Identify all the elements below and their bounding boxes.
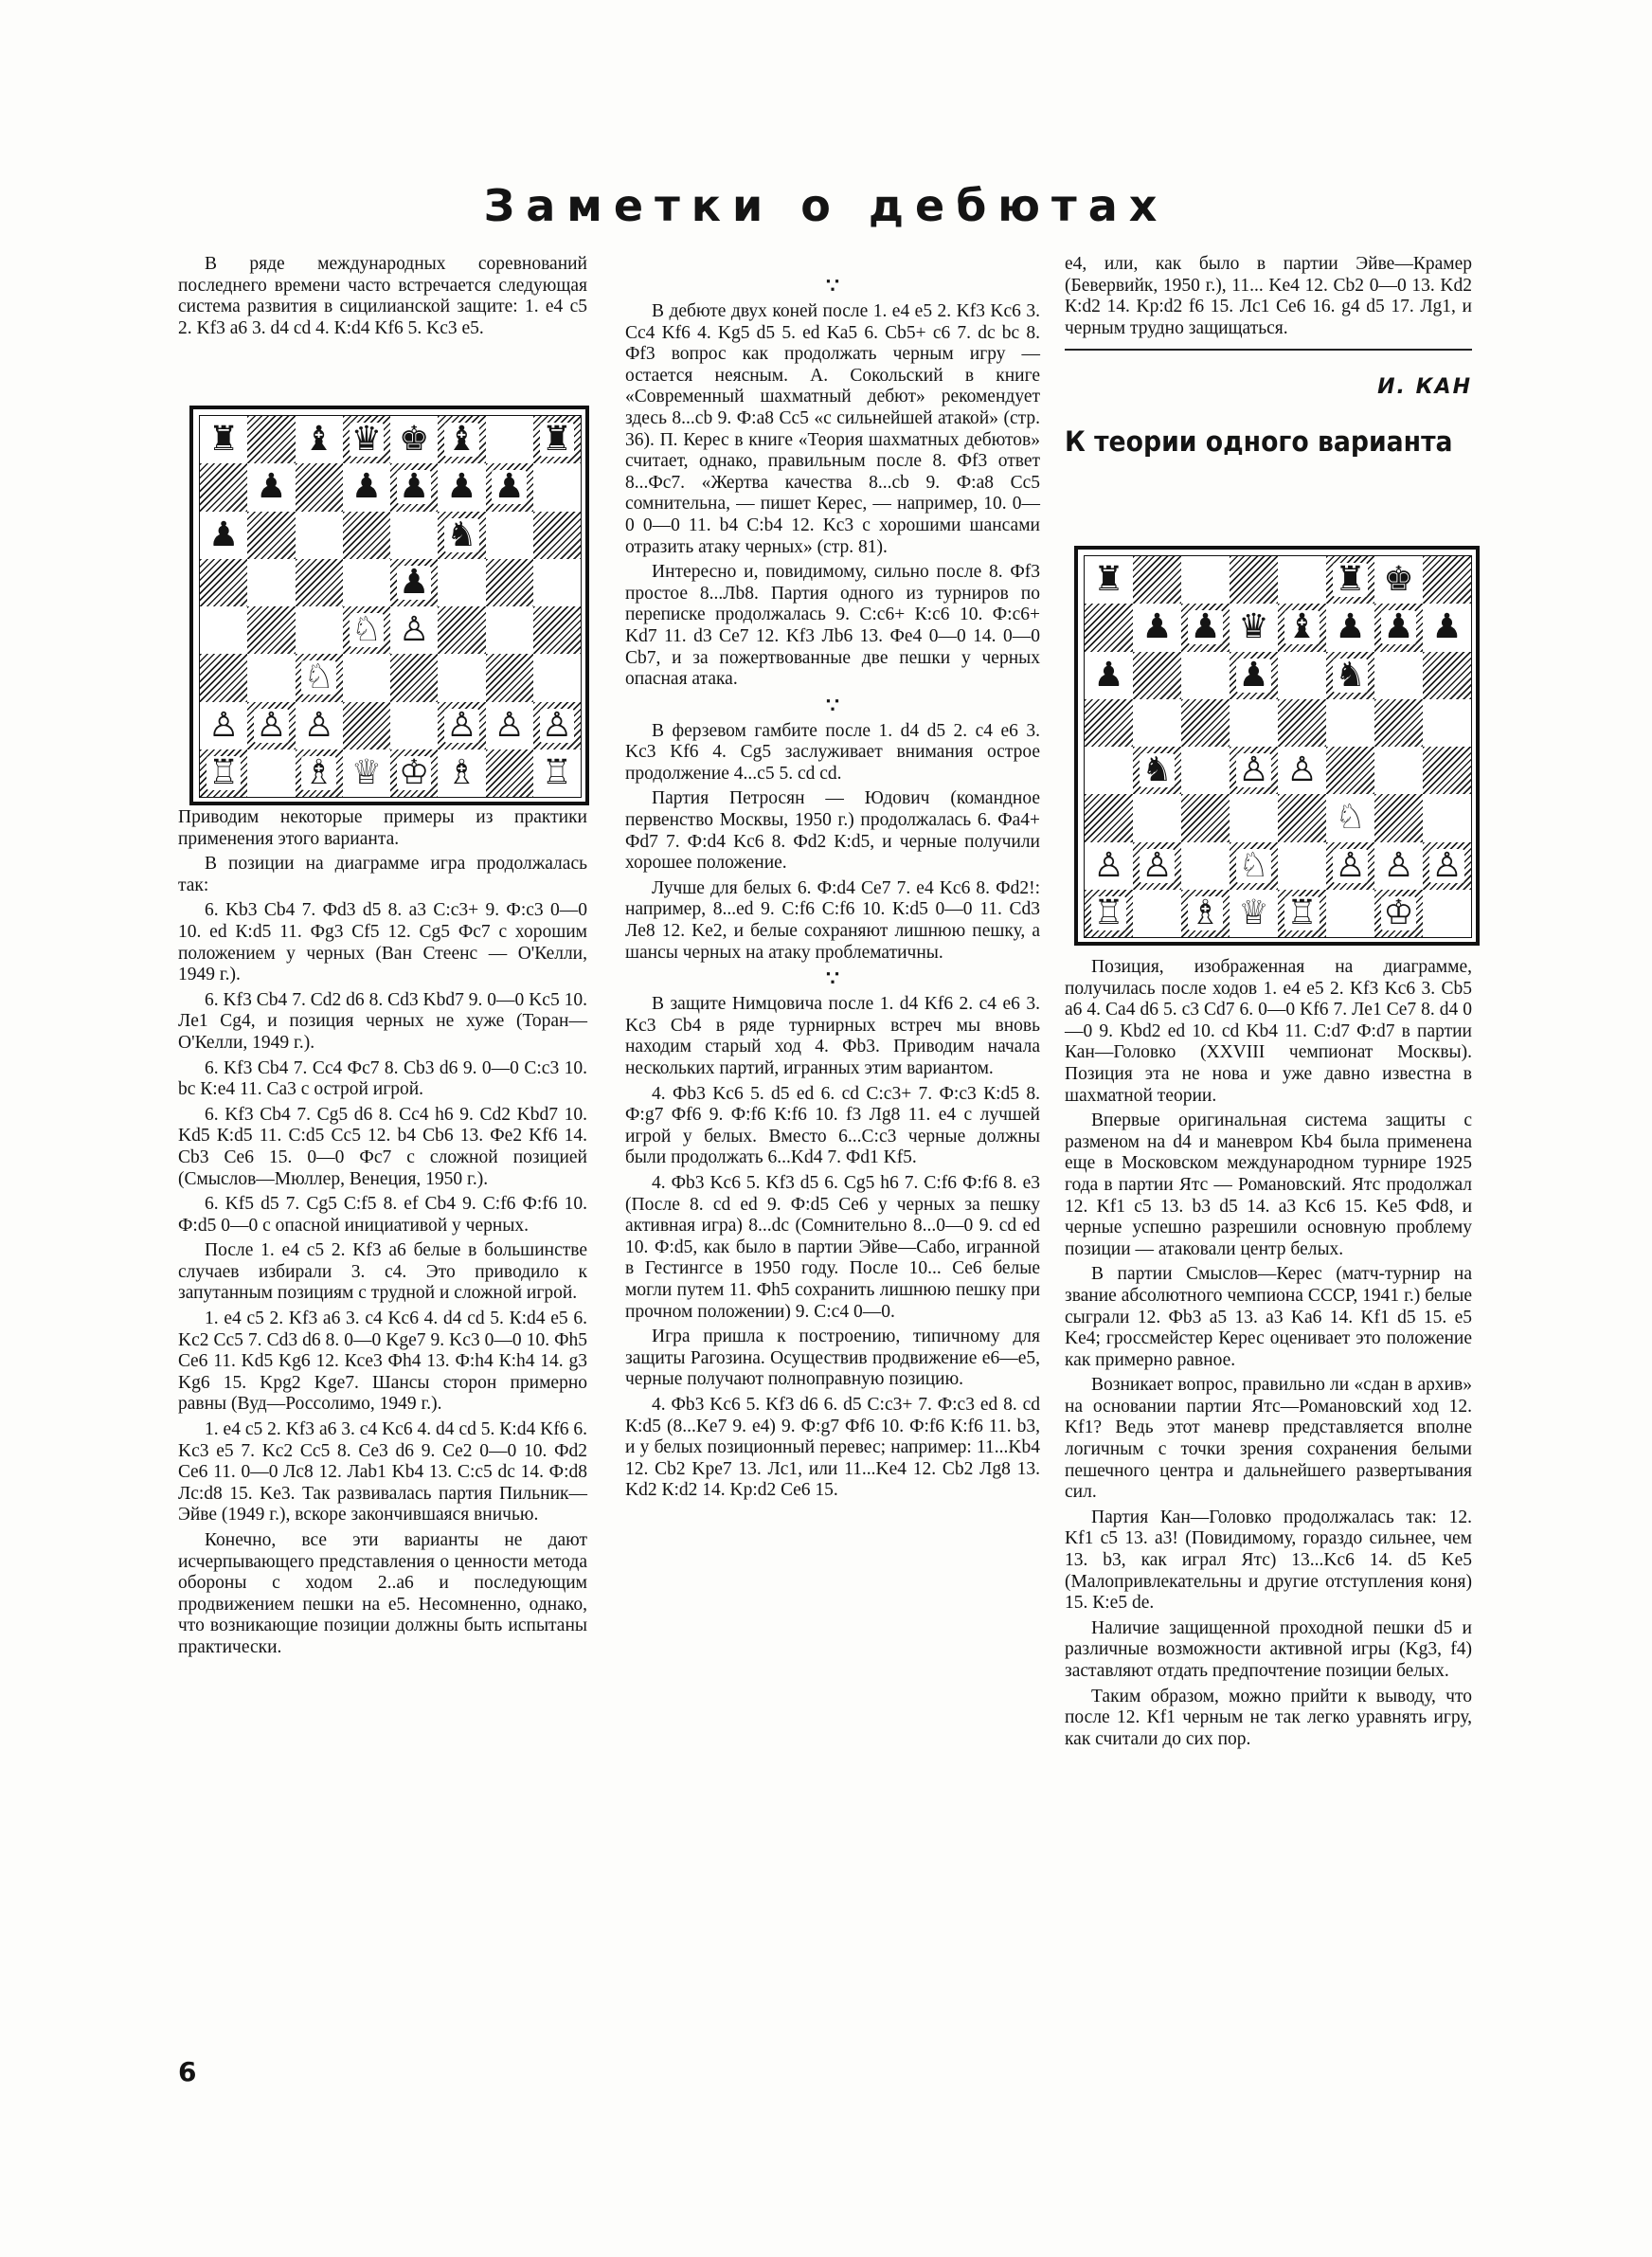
white-knight-icon: ♘ [1238,845,1269,885]
white-rook-icon: ♖ [541,752,573,792]
board-square [1133,747,1181,794]
board-square [1085,794,1133,841]
board-grid [199,415,582,798]
board-square [200,416,247,463]
board-square [1230,890,1278,937]
board-square [1423,747,1471,794]
board-square [343,654,390,701]
black-pawn-icon: ♟ [1190,607,1221,647]
paragraph: Наличие защищенной проходной пешки d5 и различные возможности активной игры (Kg3, f4) заставляют отдать предпочтение позиции белых. [1065,1617,1472,1681]
board-square [296,749,343,797]
black-knight-icon: ♞ [446,515,477,554]
board-square [486,512,533,559]
paragraph: 6. Kf3 Cb4 7. Cd2 d6 8. Cd3 Kbd7 9. 0—0 Kc5 10. Лe1 Cg4, и позиция черных не хуже (Торан—О'Келли, 1949 г.). [178,989,587,1053]
board-square [1423,699,1471,747]
white-pawn-icon: ♙ [1286,750,1318,790]
column-3-top [1065,254,1472,458]
intro-paragraph: В ряде международных соревнований последнего времени часто встречается следующая система развития в сицилианской защите: 1. e4 c5 2. Kf3 a6 3. d4 cd 4. К:d4 Kf6 5. Kc3 e5. [178,254,587,338]
paragraph: Таким образом, можно прийти к выводу, что после 12. Kf1 черным не так легко уравнять игру, как считали до сих пор. [1065,1686,1472,1749]
paragraph: В ферзевом гамбите после 1. d4 d5 2. c4 e6 3. Kc3 Kf6 4. Cg5 заслуживает внимания острое продолжение 4...c5 5. cd cd. [625,720,1040,784]
board-square [343,512,390,559]
board-square [296,463,343,511]
board-square [343,559,390,606]
white-pawn-icon: ♙ [1141,845,1173,885]
board-square [343,416,390,463]
black-queen-icon: ♛ [1238,607,1269,647]
black-king-icon: ♚ [398,420,430,460]
paragraph: Интересно и, повидимому, сильно после 8. Фf3 простое 8...Лb8. Партия одного из турниров по переписке продолжалась 9. С:c6+ К:c6 10. Ф:c6+ Kd7 11. d3 Ce7 12. Kf3 Лb6 13. Фe4 0—0 14. 0—0 Cb7, и за пожертвованные две пешки у черных опасная атака. [625,562,1040,690]
board-square [390,416,438,463]
board-square [1133,604,1181,651]
column-1-intro [178,254,587,343]
paragraph: Возникает вопрос, правильно ли «сдан в архив» на основании партии Ятс—Романовский ход 12. Kf1? Ведь этот маневр представляется вполне логичным с точки зрения сохранения белыми пешечного центра и дальнейшего развертывания сил. [1065,1375,1472,1503]
board-square [296,512,343,559]
board-square [1230,842,1278,890]
black-knight-icon: ♞ [1335,655,1366,695]
board-square [533,463,581,511]
board-square [438,606,485,654]
board-square [486,654,533,701]
black-rook-icon: ♜ [1335,560,1366,600]
board-square [247,416,295,463]
board-square [296,702,343,749]
white-pawn-icon: ♙ [303,705,334,745]
board-square [533,702,581,749]
board-square [533,416,581,463]
white-rook-icon: ♖ [1093,893,1124,932]
black-pawn-icon: ♟ [1141,607,1173,647]
board-square [1374,699,1423,747]
black-pawn-icon: ♟ [398,467,430,507]
black-rook-icon: ♜ [207,420,240,460]
board-square [1374,652,1423,699]
white-king-icon: ♔ [398,752,430,792]
page-number: 6 [178,2056,197,2087]
board-square [296,654,343,701]
white-bishop-icon: ♗ [446,752,477,792]
board-square [438,654,485,701]
board-grid [1084,555,1472,938]
board-square [1423,556,1471,604]
white-pawn-icon: ♙ [207,705,240,745]
board-square [200,463,247,511]
board-square [1423,604,1471,651]
paragraph: В защите Нимцовича после 1. d4 Kf6 2. c4 e6 3. Kc3 Cb4 в ряде турнирных встреч мы вновь находим старый ход 4. Фb3. Приводим начала нескольких партий, игранных этим вариантом. [625,994,1040,1078]
board-square [1326,652,1374,699]
white-pawn-icon: ♙ [1238,750,1269,790]
board-square [200,702,247,749]
board-square [296,416,343,463]
board-square [390,654,438,701]
white-pawn-icon: ♙ [494,705,525,745]
column-1-body [178,807,587,1663]
chess-diagram-sicilian [189,406,589,805]
board-square [486,606,533,654]
board-square [1133,699,1181,747]
black-knight-icon: ♞ [1141,750,1173,790]
black-pawn-icon: ♟ [446,467,477,507]
board-square [1085,604,1133,651]
black-pawn-icon: ♟ [1431,607,1463,647]
white-pawn-icon: ♙ [1093,845,1124,885]
white-pawn-icon: ♙ [1383,845,1414,885]
board-square [533,654,581,701]
white-king-icon: ♔ [1383,893,1414,932]
board-square [1326,794,1374,841]
board-square [1374,747,1423,794]
section-separator: ∵ [826,274,839,298]
board-square [343,702,390,749]
board-square [390,749,438,797]
board-square [343,749,390,797]
board-square [438,512,485,559]
white-pawn-icon: ♙ [446,705,477,745]
paragraph: Партия Петросян — Юдович (командное первенство Москвы, 1950 г.) продолжалась 6. Фa4+ Фd7 7. Ф:d4 Kc6 8. Фd2 К:d5, и черные получили хорошее положение. [625,788,1040,874]
board-square [1278,890,1326,937]
board-square [1230,556,1278,604]
column-3-body [1065,957,1472,1754]
black-pawn-icon: ♟ [494,467,525,507]
board-square [486,559,533,606]
paragraph: e4, или, как было в партии Эйве—Крамер (Бевервийк, 1950 г.), 11... Ke4 12. Cb2 0—0 13. Kd2 К:d2 14. Kp:d2 f6 15. Лc1 Ce6 16. g4 d5 17. Лg1, и черным трудно защищаться. [1065,254,1472,338]
board-square [533,559,581,606]
article-divider [1065,349,1472,351]
board-square [1278,556,1326,604]
board-square [1423,890,1471,937]
paragraph: 6. Kf3 Cb4 7. Cc4 Фc7 8. Cb3 d6 9. 0—0 С:c3 10. bc К:e4 11. Ca3 с острой игрой. [178,1057,587,1100]
board-square [296,559,343,606]
board-square [1374,794,1423,841]
paragraph: 6. Kb3 Cb4 7. Фd3 d5 8. a3 С:c3+ 9. Ф:c3 0—0 10. ed К:d5 11. Фg3 Cf5 12. Cg5 Фc7 с хорошим положением у черных (Ван Стеенс — О'Келли, 1949 г.). [178,900,587,985]
paragraph: Приводим некоторые примеры из практики применения этого варианта. [178,807,587,849]
black-bishop-icon: ♝ [303,420,334,460]
board-square [200,749,247,797]
board-square [200,654,247,701]
black-pawn-icon: ♟ [207,515,240,554]
paragraph: В партии Смыслов—Керес (матч-турнир на звание абсолютного чемпиона СССР, 1941 г.) белые сыграли 12. Фb3 a5 13. a3 Ka6 14. Kf1 d5 15. e5 Ke4; гроссмейстер Керес оценивает это положение как примерно равное. [1065,1264,1472,1370]
board-square [533,606,581,654]
board-square [1278,652,1326,699]
white-pawn-icon: ♙ [256,705,287,745]
white-queen-icon: ♕ [1238,893,1269,932]
board-square [1230,604,1278,651]
board-square [247,463,295,511]
board-square [1181,794,1230,841]
white-rook-icon: ♖ [1286,893,1318,932]
paragraph: В дебюте двух коней после 1. e4 e5 2. Kf3 Kc6 3. Cc4 Kf6 4. Kg5 d5 5. ed Ka5 6. Cb5+ c6 7. dc bc 8. Фf3 вопрос как продолжать черным игру — остается неясным. А. Сокольский в книге «Современный шахматный дебют» рекомендует здесь 8...cb 9. Ф:a8 Cc5 «с сильнейшей атакой» (стр. 36). П. Керес в книге «Теория шахматных дебютов» считает, однако, правильным после 8. Фf3 ответ 8...Фc7. «Жертва качества 8...cb 9. Ф:a8 Cc5 сомнительна, — пишет Керес, — например, 10. 0—0 0—0 11. b4 С:b4 12. Kc3 с хорошими шансами отразить атаку черных» (стр. 81). [625,301,1040,557]
board-square [390,702,438,749]
board-square [343,606,390,654]
board-square [1181,556,1230,604]
black-bishop-icon: ♝ [1286,607,1318,647]
board-square [1423,842,1471,890]
board-square [1326,699,1374,747]
board-square [390,512,438,559]
black-rook-icon: ♜ [541,420,573,460]
board-square [438,749,485,797]
board-square [296,606,343,654]
paragraph: 1. e4 c5 2. Kf3 a6 3. c4 Kc6 4. d4 cd 5. К:d4 e5 6. Kc2 Cc5 7. Cd3 d6 8. 0—0 Kge7 9. Kc3 0—0 10. Фh5 Ce6 11. Kd5 Kg6 12. Кce3 Фh4 13. Ф:h4 К:h4 14. g3 Kg6 15. Kpg2 Kge7. Шансы сторон примерно равны (Вуд—Россолимо, 1949 г.). [178,1309,587,1415]
board-square [1423,794,1471,841]
white-bishop-icon: ♗ [303,752,334,792]
article-title: К теории одного варианта [1065,424,1453,458]
board-square [1230,747,1278,794]
paragraph: 6. Kf5 d5 7. Cg5 С:f5 8. ef Cb4 9. С:f6 Ф:f6 10. Ф:d5 0—0 с опасной инициативой у черных. [178,1194,587,1236]
white-pawn-icon: ♙ [1431,845,1463,885]
white-pawn-icon: ♙ [541,705,573,745]
board-square [1374,556,1423,604]
board-square [486,749,533,797]
board-square [1374,842,1423,890]
board-square [1278,747,1326,794]
paragraph: 4. Фb3 Kc6 5. Kf3 d5 6. Cg5 h6 7. С:f6 Ф:f6 8. e3 (После 8. cd ed 9. Ф:d5 Ce6 у черных за пешку активная игра) 8...dc (Сомнительно 8...0—0 9. cd ed 10. Ф:d5, как было в партии Эйве—Сабо, игранной в Гестингсе в 1950 году. После 10... Ce6 белые могли путем 11. Фh5 сохранить лишнюю пешку при прочном положении) 9. С:c4 0—0. [625,1172,1040,1322]
page-title: Заметки о дебютах [483,180,1169,231]
board-square [1133,842,1181,890]
board-square [1230,794,1278,841]
board-square [1326,842,1374,890]
paragraph: Впервые оригинальная система защиты с разменом на d4 и маневром Kb4 была применена еще в Московском международном турнире 1925 года в партии Ятс — Романовский. Ятс продолжал 12. Kf1 c5 13. b3 d5 14. a3 Kc6 15. Ke5 Фd8, и черные успешно разрешили основную проблему позиции — атаковали центр белых. [1065,1110,1472,1259]
black-pawn-icon: ♟ [1238,655,1269,695]
paragraph: 4. Фb3 Kc6 5. Kf3 d6 6. d5 С:c3+ 7. Ф:c3 ed 8. cd К:d5 (8...Ke7 9. e4) 9. Ф:g7 Фf6 10. Ф:f6 К:f6 11. b3, и у белых позиционный перевес; например: 11...Kb4 12. Cb2 Kpe7 13. Лc1, или 11...Ke4 12. Cb2 Лg8 13. Kd2 К:d2 14. Kp:d2 Ce6 15. [625,1394,1040,1501]
white-knight-icon: ♘ [303,658,334,697]
board-square [1278,604,1326,651]
board-square [390,559,438,606]
board-square [1085,890,1133,937]
black-king-icon: ♚ [1383,560,1414,600]
board-square [1181,890,1230,937]
author-name: И. КАН [1377,375,1472,400]
board-square [1085,556,1133,604]
white-rook-icon: ♖ [207,752,240,792]
white-bishop-icon: ♗ [1190,893,1221,932]
board-square [438,416,485,463]
board-square [1133,556,1181,604]
board-square [1181,604,1230,651]
board-square [1230,699,1278,747]
black-pawn-icon: ♟ [256,467,287,507]
board-square [1085,747,1133,794]
board-square [200,512,247,559]
board-square [1133,890,1181,937]
black-bishop-icon: ♝ [446,420,477,460]
board-square [438,559,485,606]
board-square [1326,604,1374,651]
board-square [1133,794,1181,841]
board-square [200,559,247,606]
board-square [438,702,485,749]
board-square [1181,842,1230,890]
board-square [247,654,295,701]
board-square [247,749,295,797]
white-pawn-icon: ♙ [1335,845,1366,885]
board-square [1423,652,1471,699]
black-pawn-icon: ♟ [350,467,383,507]
board-square [1326,890,1374,937]
paragraph: Позиция, изображенная на диаграмме, получилась после ходов 1. e4 e5 2. Kf3 Kc6 3. Cb5 a6 4. Ca4 d6 5. c3 Cd7 6. 0—0 Kf6 7. Лe1 Ce7 8. d4 0—0 9. Kbd2 ed 10. cd Kb4 11. С:d7 Ф:d7 в партии Кан—Головко (XXVIII чемпионат Москвы). Позиция эта не нова и уже давно известна в шахматной теории. [1065,957,1472,1106]
board-square [438,463,485,511]
paragraph: Партия Кан—Головко продолжалась так: 12. Kf1 c5 13. a3! (Повидимому, гораздо сильнее, чем 13. b3, как играл Ятс) 13...Kc6 14. d5 Ke5 (Малопривлекательны и другие отступления коня) 15. К:e5 de. [1065,1507,1472,1614]
board-square [1085,652,1133,699]
white-queen-icon: ♕ [350,752,383,792]
board-square [1374,604,1423,651]
board-square [1374,890,1423,937]
board-square [486,702,533,749]
board-square [1278,699,1326,747]
section-separator: ∵ [826,966,839,991]
board-square [390,606,438,654]
section-separator: ∵ [826,693,839,717]
board-square [1278,794,1326,841]
board-square [343,463,390,511]
board-square [486,416,533,463]
black-queen-icon: ♛ [350,420,383,460]
board-square [1326,747,1374,794]
board-square [247,702,295,749]
board-square [1278,842,1326,890]
board-square [390,463,438,511]
board-square [1326,556,1374,604]
board-square [1181,652,1230,699]
black-rook-icon: ♜ [1093,560,1124,600]
paragraph: Игра пришла к построению, типичному для защиты Рагозина. Осуществив продвижение e6—e5, черные получают полноправную позицию. [625,1327,1040,1390]
board-square [247,606,295,654]
paragraph: 4. Фb3 Kc6 5. d5 ed 6. cd С:c3+ 7. Ф:c3 К:d5 8. Ф:g7 Фf6 9. Ф:f6 К:f6 10. f3 Лg8 11. e4 с лучшей игрой у белых. Вместо 6...С:c3 черные должны были продолжать 6...Kd4 7. Фd1 Kf5. [625,1083,1040,1168]
board-square [1085,699,1133,747]
board-square [1085,842,1133,890]
chess-diagram-ruy-lopez [1074,546,1480,946]
board-square [1181,699,1230,747]
black-pawn-icon: ♟ [1093,655,1124,695]
white-pawn-icon: ♙ [398,610,430,650]
black-pawn-icon: ♟ [1383,607,1414,647]
board-square [486,463,533,511]
paragraph: В позиции на диаграмме игра продолжалась так: [178,854,587,895]
paragraph: 6. Kf3 Cb4 7. Cg5 d6 8. Cc4 h6 9. Cd2 Kbd7 10. Kd5 К:d5 11. С:d5 Cc5 12. b4 Cb6 13. Фe2 Kf6 14. Cb3 Ce6 15. 0—0 Фc7 с сложной позицией (Смыслов—Мюллер, Венеция, 1950 г.). [178,1104,587,1189]
board-square [1230,652,1278,699]
paragraph: После 1. e4 c5 2. Kf3 a6 белые в большинстве случаев избирали 3. c4. Это приводило к запутанным позициям с трудной и сложной игрой. [178,1240,587,1304]
black-pawn-icon: ♟ [1335,607,1366,647]
board-square [1181,747,1230,794]
white-knight-icon: ♘ [350,610,383,650]
board-square [247,559,295,606]
column-2 [625,273,1040,1506]
board-square [247,512,295,559]
paragraph: Конечно, все эти варианты не дают исчерпывающего представления о ценности метода обороны с ходом 2..a6 и последующим продвижением пешки на e5. Несомненно, однако, что возникающие позиции должны быть испытаны практически. [178,1530,587,1657]
white-knight-icon: ♘ [1335,798,1366,838]
paragraph: 1. e4 c5 2. Kf3 a6 3. c4 Kc6 4. d4 cd 5. К:d4 Kf6 6. Kc3 e5 7. Kc2 Cc5 8. Ce3 d6 9. Ce2 0—0 10. Фd2 Ce6 11. 0—0 Лc8 12. Лab1 Kb4 13. С:c5 dc 14. Ф:d8 Лc:d8 15. Ke3. Так развивалась партия Пильник—Эйве (1949 г.), вскоре закончившаяся вничью. [178,1419,587,1526]
paragraph: Лучше для белых 6. Ф:d4 Ce7 7. e4 Kc6 8. Фd2!: например, 8...ed 9. С:f6 С:f6 10. К:d5 0—0 11. Cd3 Лe8 12. Ke2, и белые сохраняют лишнюю пешку, а шансы черных на атаку проблематичны. [625,877,1040,963]
board-square [533,512,581,559]
board-square [533,749,581,797]
black-pawn-icon: ♟ [398,562,430,602]
board-square [200,606,247,654]
board-square [1133,652,1181,699]
